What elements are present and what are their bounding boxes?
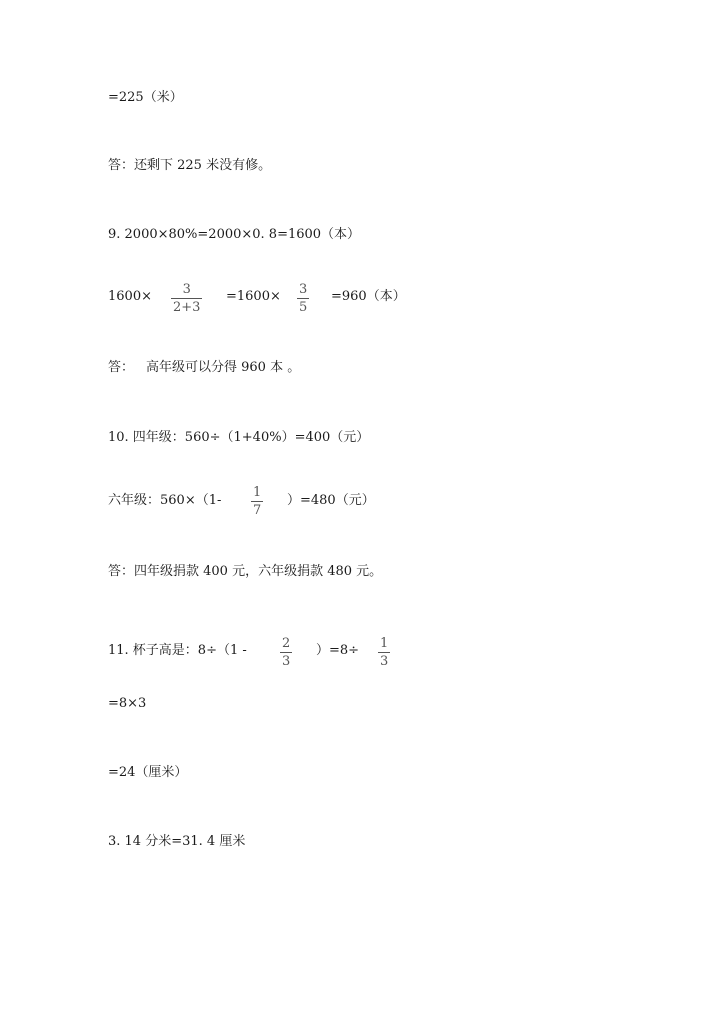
line-answer-remaining: 答：还剩下 225 米没有修。 [108, 158, 272, 173]
line-answer-donations: 答：四年级捐款 400 元，六年级捐款 480 元。 [108, 564, 383, 579]
text-eq-960: =960（本） [331, 289, 406, 304]
fraction-3-over-2plus3 [171, 282, 202, 315]
line-result-225: =225（米） [108, 90, 183, 105]
fraction-numerator: 3 [299, 282, 308, 297]
text-1600-times: 1600× [108, 289, 152, 304]
line-q9-calc: 9. 2000×80%=2000×0. 8=1600（本） [108, 227, 361, 242]
fraction-denominator: 7 [253, 503, 262, 518]
fraction-numerator: 1 [253, 485, 262, 500]
fraction-bar [171, 298, 202, 299]
fraction-numerator: 3 [182, 282, 191, 297]
fraction-bar [297, 298, 309, 299]
text-eq-1600-times: =1600× [226, 289, 281, 304]
text-grade6-calc: 六年级：560×（1- [108, 493, 222, 508]
fraction-numerator: 2 [282, 636, 291, 651]
fraction-denominator: 5 [299, 300, 308, 315]
text-answer-960: 高年级可以分得 960 本 。 [146, 360, 301, 375]
line-eq-24cm: =24（厘米） [108, 765, 188, 780]
line-unit-conversion: 3. 14 分米=31. 4 厘米 [108, 834, 246, 849]
text-cup-height: 11. 杯子高是：8÷（1 - [108, 643, 247, 658]
text-eq-8-div: ）=8÷ [316, 643, 360, 658]
line-eq-8x3: =8×3 [108, 696, 147, 711]
fraction-bar [280, 652, 292, 653]
text-eq-480: ）=480（元） [287, 493, 375, 508]
fraction-bar [251, 501, 263, 502]
fraction-denominator: 3 [380, 654, 389, 669]
line-q10-grade4: 10. 四年级：560÷（1+40%）=400（元） [108, 430, 370, 445]
fraction-1-over-7 [251, 485, 263, 518]
fraction-denominator: 3 [282, 654, 291, 669]
fraction-2-over-3 [280, 636, 292, 669]
text-answer-label: 答： [108, 360, 135, 375]
fraction-1-over-3 [378, 636, 390, 669]
fraction-denominator: 2+3 [173, 300, 201, 315]
fraction-bar [378, 652, 390, 653]
fraction-numerator: 1 [380, 636, 389, 651]
fraction-3-over-5 [297, 282, 309, 315]
